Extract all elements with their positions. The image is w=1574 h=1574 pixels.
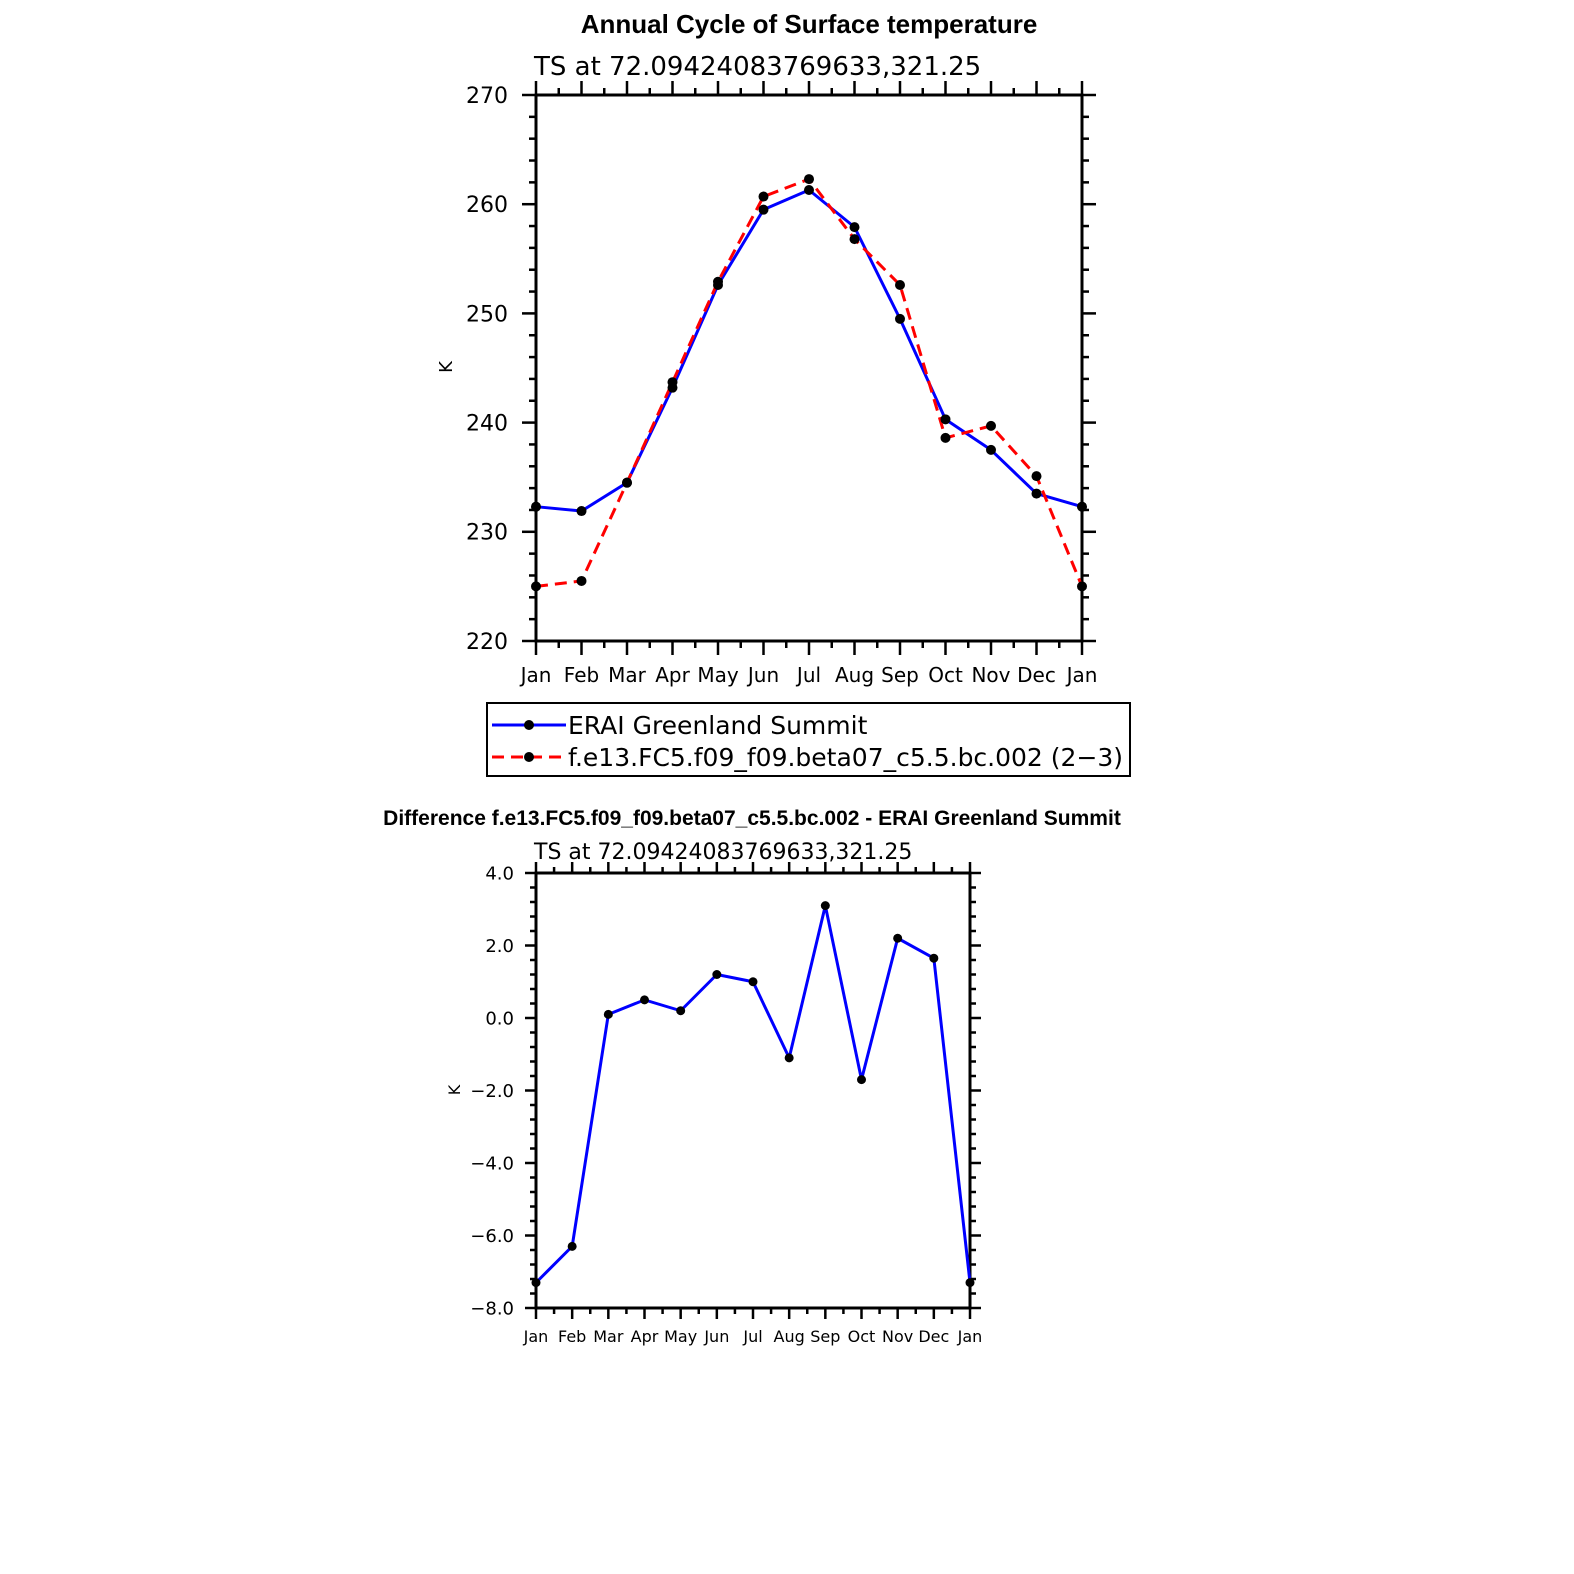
data-point — [850, 234, 860, 244]
chart-subtitle: TS at 72.09424083769633,321.25 — [534, 52, 982, 82]
y-tick-label: −2.0 — [470, 1080, 514, 1102]
x-tick-label: Jul — [796, 663, 822, 687]
y-tick-label: −4.0 — [470, 1153, 514, 1175]
chart-title: Annual Cycle of Surface temperature — [580, 9, 1038, 39]
x-tick-label: May — [664, 1327, 698, 1346]
x-tick-label: Feb — [563, 663, 600, 687]
series-line — [536, 179, 1082, 586]
y-tick-label: 270 — [466, 83, 508, 109]
x-tick-label: Sep — [881, 663, 919, 687]
difference-chart — [383, 807, 1121, 1346]
data-point — [604, 1010, 613, 1019]
data-point — [568, 1242, 577, 1251]
y-axis-label: K — [445, 1084, 464, 1096]
x-tick-label: May — [697, 663, 739, 687]
x-tick-label: Aug — [834, 663, 875, 687]
x-tick-label: Jan — [523, 1327, 549, 1346]
x-tick-label: Dec — [1017, 663, 1056, 687]
data-point — [941, 414, 951, 424]
data-point — [893, 934, 902, 943]
data-point — [804, 174, 814, 184]
x-tick-label: Jan — [1066, 663, 1098, 687]
data-point — [785, 1053, 794, 1062]
x-tick-label: Jun — [747, 663, 780, 687]
legend — [487, 703, 1130, 776]
y-tick-label: 240 — [466, 411, 508, 437]
data-point — [712, 970, 721, 979]
x-tick-label: Aug — [773, 1327, 805, 1346]
x-tick-label: Jan — [957, 1327, 983, 1346]
data-point — [850, 222, 860, 232]
chart-subtitle: TS at 72.09424083769633,321.25 — [534, 840, 913, 865]
y-axis-label: K — [436, 361, 457, 373]
y-tick-label: 260 — [466, 193, 508, 219]
data-point — [804, 185, 814, 195]
data-point — [749, 977, 758, 986]
y-tick-label: −6.0 — [470, 1225, 514, 1247]
data-point — [986, 445, 996, 455]
y-tick-label: 2.0 — [485, 935, 514, 957]
plot-frame — [536, 873, 970, 1308]
x-tick-label: Nov — [971, 663, 1011, 687]
series-line — [536, 906, 970, 1283]
x-tick-label: Mar — [593, 1327, 624, 1346]
x-tick-label: Oct — [928, 663, 963, 687]
x-tick-label: Feb — [558, 1327, 587, 1346]
data-point — [857, 1075, 866, 1084]
legend-marker-model — [524, 752, 534, 762]
data-point — [531, 581, 541, 591]
y-tick-label: 220 — [466, 629, 508, 655]
data-point — [986, 421, 996, 431]
data-point — [759, 205, 769, 215]
data-point — [668, 377, 678, 387]
data-point — [1032, 489, 1042, 499]
data-point — [1077, 502, 1087, 512]
data-point — [577, 506, 587, 516]
legend-label-model: f.e13.FC5.f09_f09.beta07_c5.5.bc.002 (2−3) — [568, 743, 1124, 772]
chart-title: Difference f.e13.FC5.f09_f09.beta07_c5.5.bc.002 - ERAI Greenland Summit — [383, 807, 1121, 830]
x-tick-label: Oct — [847, 1327, 876, 1346]
y-tick-label: 4.0 — [485, 863, 514, 885]
series-line — [536, 190, 1082, 511]
data-point — [640, 995, 649, 1004]
x-tick-label: Jul — [743, 1327, 763, 1346]
data-point — [531, 502, 541, 512]
data-point — [895, 280, 905, 290]
data-point — [759, 192, 769, 202]
data-point — [713, 277, 723, 287]
data-point — [532, 1278, 541, 1287]
legend-label-erai: ERAI Greenland Summit — [568, 711, 868, 740]
x-tick-label: Mar — [608, 663, 646, 687]
data-point — [929, 954, 938, 963]
y-tick-label: 230 — [466, 520, 508, 546]
x-tick-label: Jan — [520, 663, 552, 687]
x-tick-label: Apr — [655, 663, 690, 687]
data-point — [941, 433, 951, 443]
data-point — [577, 576, 587, 586]
data-point — [676, 1006, 685, 1015]
data-point — [821, 901, 830, 910]
data-point — [622, 478, 632, 488]
x-tick-label: Apr — [630, 1327, 659, 1346]
y-tick-label: 0.0 — [485, 1008, 514, 1030]
y-tick-label: −8.0 — [470, 1298, 514, 1320]
y-tick-label: 250 — [466, 302, 508, 328]
data-point — [1032, 471, 1042, 481]
data-point — [895, 314, 905, 324]
data-point — [966, 1278, 975, 1287]
x-tick-label: Sep — [810, 1327, 841, 1346]
x-tick-label: Dec — [918, 1327, 950, 1346]
x-tick-label: Jun — [704, 1327, 730, 1346]
annual-cycle-chart — [436, 9, 1130, 776]
data-point — [1077, 581, 1087, 591]
legend-marker-erai — [524, 720, 534, 730]
x-tick-label: Nov — [882, 1327, 914, 1346]
